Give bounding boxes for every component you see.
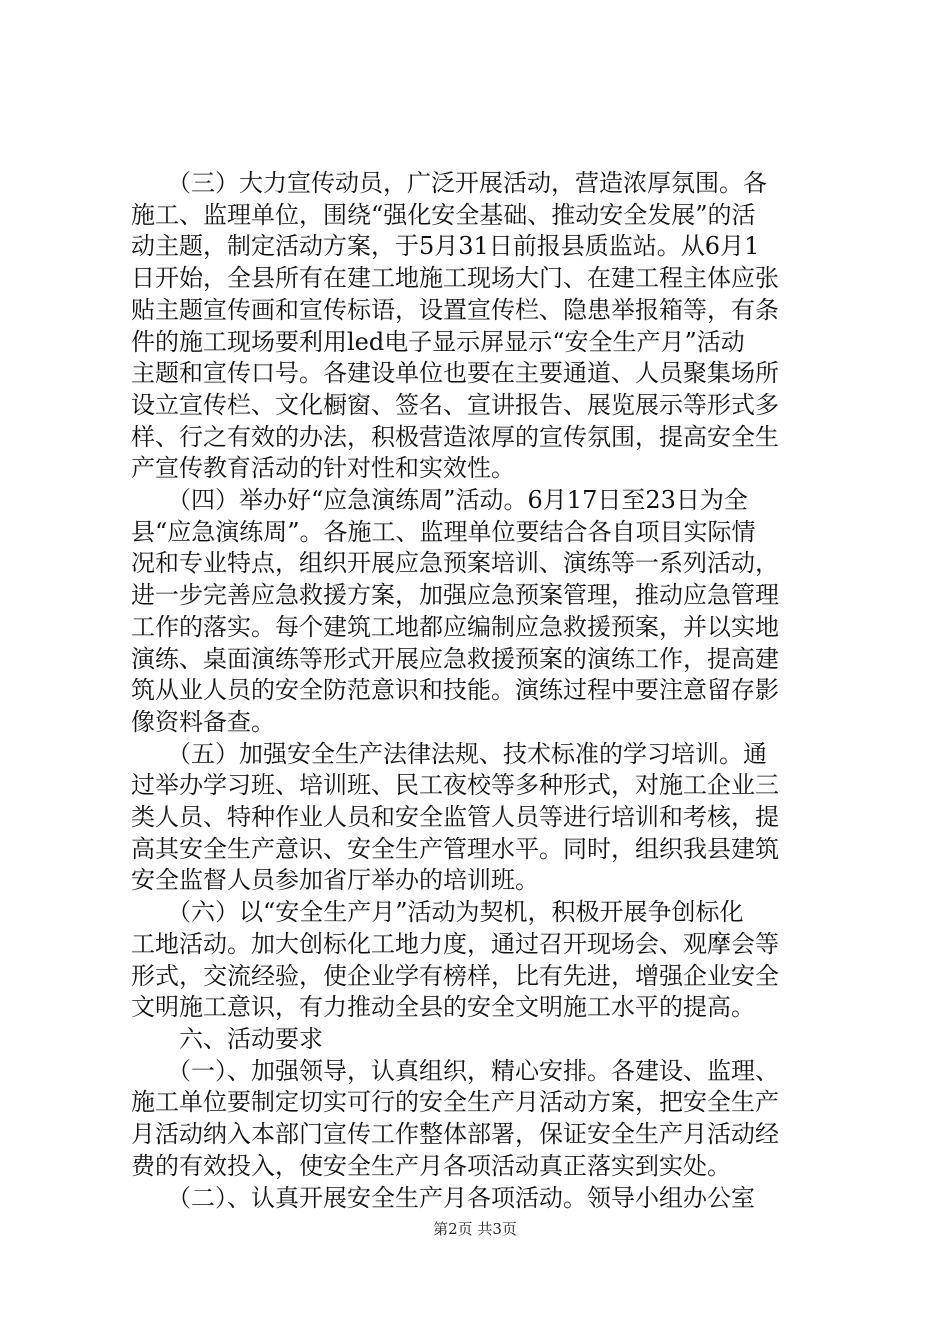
text-line: 动主题，制定活动方案，于5月31日前报县质监站。从6月1 xyxy=(131,232,760,261)
text-line: （四）举办好“应急演练周”活动。6月17日至23日为全 xyxy=(131,486,748,515)
text-line: 县“应急演练周”。各施工、监理单位要结合各自项目实际情 xyxy=(131,517,756,546)
text-line: 设立宣传栏、文化橱窗、签名、宣讲报告、展览展示等形式多 xyxy=(131,390,779,419)
text-line: 安全监督人员参加省厅举办的培训班。 xyxy=(131,866,539,895)
section-heading: 六、活动要求 xyxy=(131,1024,323,1053)
page-footer: 第2页 共3页 xyxy=(433,1220,517,1238)
text-line: 过举办学习班、培训班、民工夜校等多种形式，对施工企业三 xyxy=(131,771,779,800)
text-line: 贴主题宣传画和宣传标语，设置宣传栏、隐患举报箱等，有条 xyxy=(131,295,779,324)
text-line: 费的有效投入，使安全生产月各项活动真正落实到实处。 xyxy=(131,1151,731,1180)
text-line: 筑从业人员的安全防范意识和技能。演练过程中要注意留存影 xyxy=(131,676,779,705)
text-line: 施工、监理单位，围绕“强化安全基础、推动安全发展”的活 xyxy=(131,200,756,229)
text-line: 月活动纳入本部门宣传工作整体部署，保证安全生产月活动经 xyxy=(131,1120,779,1149)
text-line: 进一步完善应急救援方案，加强应急预案管理，推动应急管理 xyxy=(131,581,779,610)
text-line: 施工单位要制定切实可行的安全生产月活动方案，把安全生产 xyxy=(131,1088,779,1117)
text-line: （五）加强安全生产法律法规、技术标准的学习培训。通 xyxy=(131,739,767,768)
document-body xyxy=(131,168,831,1214)
text-line: 工地活动。加大创标化工地力度，通过召开现场会、观摩会等 xyxy=(131,929,779,958)
text-line: 况和专业特点，组织开展应急预案培训、演练等一系列活动， xyxy=(131,549,779,578)
text-line: 像资料备查。 xyxy=(131,707,275,736)
text-line: （六）以“安全生产月”活动为契机，积极开展争创标化 xyxy=(131,898,744,927)
text-line: 日开始，全县所有在建工地施工现场大门、在建工程主体应张 xyxy=(131,264,779,293)
text-line: 高其安全生产意识、安全生产管理水平。同时，组织我县建筑 xyxy=(131,834,779,863)
text-line: （一）、加强领导，认真组织，精心安排。各建设、监理、 xyxy=(131,1056,779,1085)
text-line: 文明施工意识，有力推动全县的安全文明施工水平的提高。 xyxy=(131,993,755,1022)
text-line: （二）、认真开展安全生产月各项活动。领导小组办公室 xyxy=(131,1183,755,1212)
text-line: 类人员、特种作业人员和安全监管人员等进行培训和考核，提 xyxy=(131,803,779,832)
text-line: 样、行之有效的办法，积极营造浓厚的宣传氛围，提高安全生 xyxy=(131,422,779,451)
text-line: 工作的落实。每个建筑工地都应编制应急救援预案，并以实地 xyxy=(131,612,779,641)
text-line: 演练、桌面演练等形式开展应急救援预案的演练工作，提高建 xyxy=(131,644,779,673)
text-line: 形式，交流经验，使企业学有榜样，比有先进，增强企业安全 xyxy=(131,961,779,990)
text-line: 件的施工现场要利用led电子显示屏显示“安全生产月”活动 xyxy=(131,327,745,356)
text-line: （三）大力宣传动员，广泛开展活动，营造浓厚氛围。各 xyxy=(131,169,767,197)
text-line: 产宣传教育活动的针对性和实效性。 xyxy=(131,454,515,483)
text-line: 主题和宣传口号。各建设单位也要在主要通道、人员聚集场所 xyxy=(131,359,779,388)
